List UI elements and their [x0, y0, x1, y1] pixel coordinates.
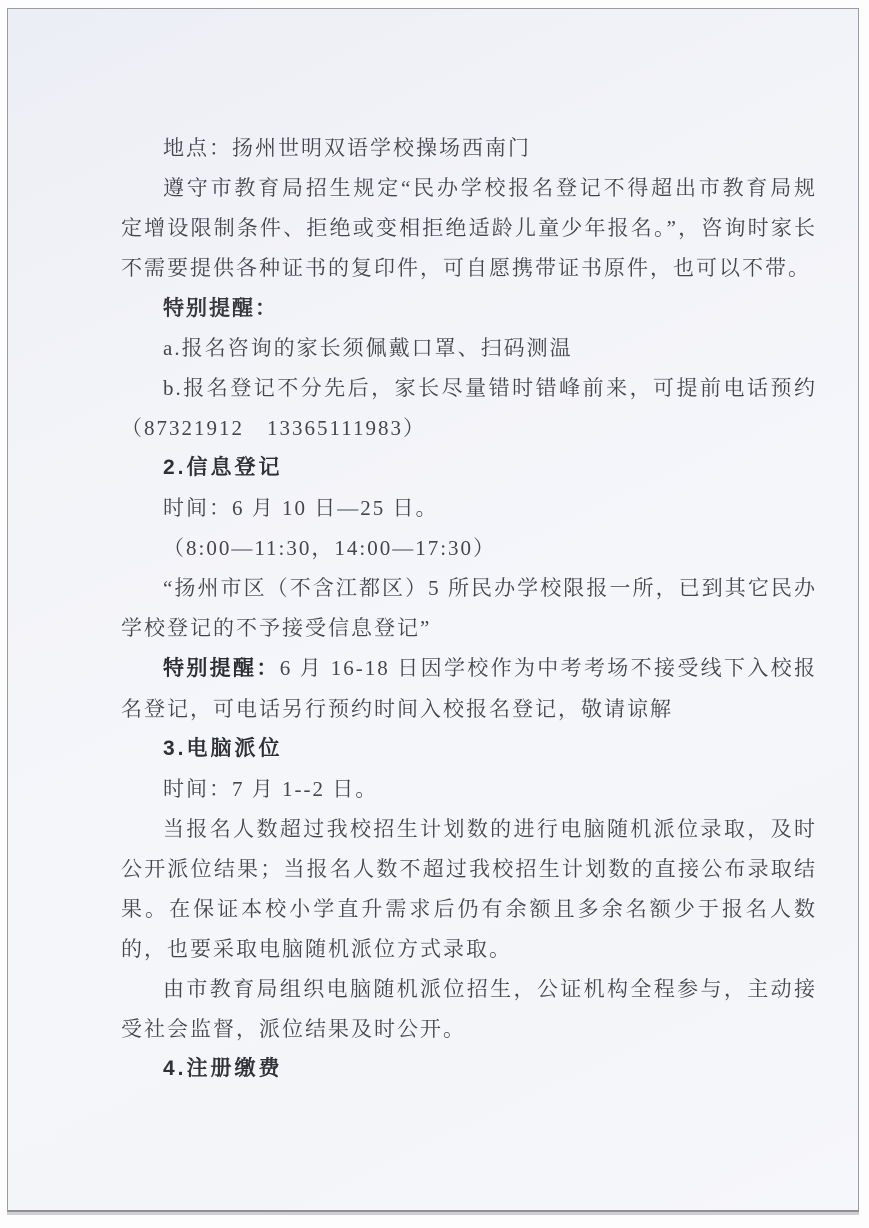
- section-heading: 2.信息登记: [163, 456, 283, 479]
- reminder-heading: 特别提醒：: [163, 296, 278, 320]
- paragraph: 当报名人数超过我校招生计划数的进行电脑随机派位录取，及时公开派位结果；当报名人数不超过我校招生计划数的直接公布录取结果。在保证本校小学直升需求后仍有余额且多余名额少于报名人数的，也要采取电脑随机派位方式录取。: [121, 817, 817, 961]
- paragraph: 时间：7 月 1--2 日。: [163, 777, 379, 801]
- document-page: [7, 8, 859, 1212]
- paragraph: 地点：扬州世明双语学校操场西南门: [163, 136, 531, 160]
- paragraph: （8:00—11:30，14:00—17:30）: [163, 536, 497, 560]
- paragraph-text: 6 月 16-18 日因学校作为中考考场不接受线下入校报名登记，可电话另行预约时间入校报名登记，敬请谅解: [121, 656, 817, 721]
- paragraph: b.报名登记不分先后，家长尽量错时错峰前来，可提前电话预约（87321912 13365111983）: [121, 376, 817, 440]
- paragraph: 由市教育局组织电脑随机派位招生，公证机构全程参与，主动接受社会监督，派位结果及时公开。: [121, 977, 817, 1041]
- paragraph: a.报名咨询的家长须佩戴口罩、扫码测温: [163, 336, 573, 360]
- paragraph: “扬州市区（不含江都区）5 所民办学校限报一所，已到其它民办学校登记的不予接受信息登记”: [121, 576, 817, 640]
- section-heading: 4.注册缴费: [163, 1057, 283, 1080]
- paragraph: 时间：6 月 10 日—25 日。: [163, 496, 439, 520]
- document-body: [121, 128, 817, 1089]
- reminder-label: 特别提醒：: [163, 657, 280, 680]
- paragraph: 遵守市教育局招生规定“民办学校报名登记不得超出市教育局规定增设限制条件、拒绝或变相拒绝适龄儿童少年报名。”，咨询时家长不需要提供各种证书的复印件，可自愿携带证书原件，也可以不带。: [121, 176, 817, 280]
- section-heading: 3.电脑派位: [163, 737, 283, 760]
- paragraph: [121, 648, 817, 729]
